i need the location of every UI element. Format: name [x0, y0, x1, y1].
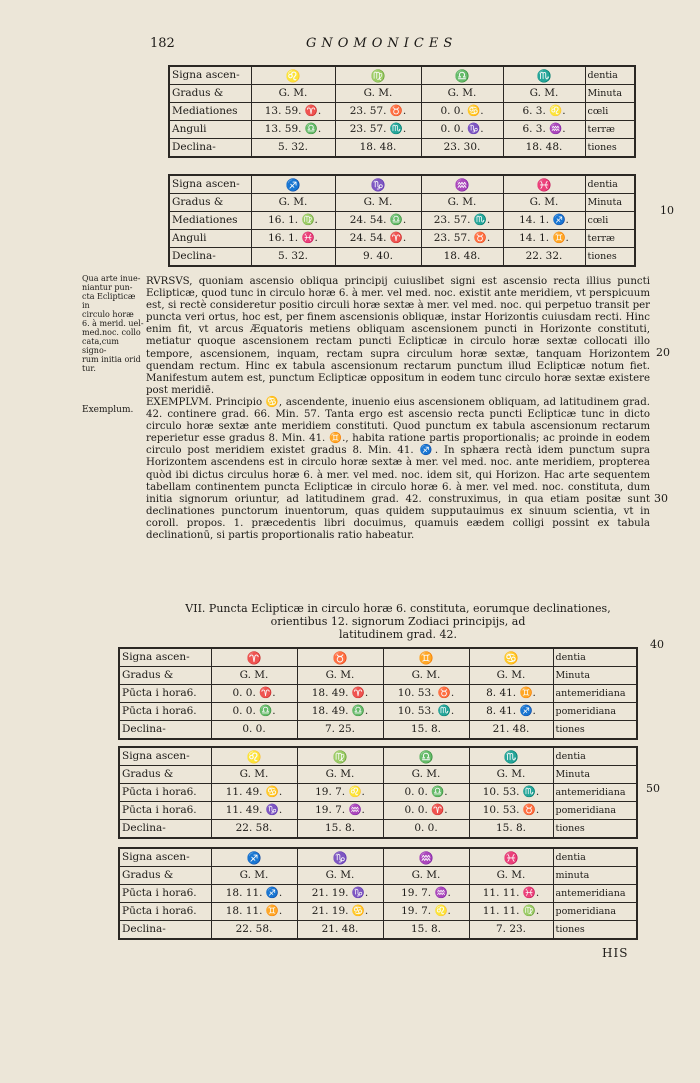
row-label: Signa ascen-: [119, 848, 211, 867]
table-row: [119, 766, 637, 784]
upper-table-block-sagittarius-pisces: [168, 174, 636, 267]
table-cell: 10. 53. ♉.: [469, 802, 553, 820]
row-label: Gradus &: [119, 667, 211, 685]
table-cell: 19. 7. ♒.: [383, 885, 469, 903]
table-cell: G. M.: [297, 867, 383, 885]
row-label-continuation: minuta: [553, 867, 637, 885]
table-cell: G. M.: [469, 867, 553, 885]
table-cell: G. M.: [251, 194, 335, 212]
row-label: Gradus &: [119, 766, 211, 784]
table-cell: 23. 57. ♉.: [421, 230, 503, 248]
row-label-continuation: Minuta: [585, 85, 635, 103]
table-row: [169, 85, 635, 103]
lower-table-block-leo-scorpio: [118, 746, 638, 839]
zodiac-sign-cell: ♐: [251, 175, 335, 194]
table-cell: 0. 0. ♑.: [421, 121, 503, 139]
table-row: [119, 802, 637, 820]
table-cell: G. M.: [421, 85, 503, 103]
table-row: [119, 685, 637, 703]
row-label: Signa ascen-: [169, 175, 251, 194]
table-cell: 24. 54. ♎.: [335, 212, 421, 230]
table-row: [169, 103, 635, 121]
table-row: [119, 885, 637, 903]
table-cell: 16. 1. ♓.: [251, 230, 335, 248]
paragraph-rursus: RVRSVS, quoniam ascensio obliqua principij cuiuslibet signi est ascensio recta illius puncti Eclipticæ, quod tunc in circulo horæ 6. à mer. vel med. noc. existit ante meridiem, vt perspicuum est, si rectè consideretur positio circuli horæ sextæ à mer. vel med. noc. qui perpetuo transit per puncta veri ortus, hoc est, per finem ascensionis obliquæ, instar Horizontis cuiusdam recti. Hinc enim fit, vt arcus Æquatoris metiens obliquam ascensionem puncti in Horizonte constituti, metiatur quoque ascensionem rectam puncti Eclipticæ in circulo horæ sextæ collocati illo tempore, ascensionem, inquam, rectam supra circulum horæ sextæ, tanquam Horizontem quendam rectum. Hinc ex tabula ascensionum rectarum punctum illud Eclipticæ notum fiet. Manifestum autem est, punctum Eclipticæ oppositum in eodem tunc circulo horæ sextæ existere post meridiē.: [146, 276, 650, 396]
table-row: [169, 66, 635, 85]
row-label-continuation: dentia: [585, 175, 635, 194]
table-cell: 18. 49. ♈.: [297, 685, 383, 703]
table-row: [169, 248, 635, 267]
table-cell: 9. 40.: [335, 248, 421, 267]
zodiac-sign-cell: ♑: [297, 848, 383, 867]
section-heading: VII. Puncta Eclipticæ in circulo horæ 6. constituta, eorumque declinationes, orientibus 12. signorum Zodiaci principijs, ad latitudinem grad. 42.: [185, 602, 611, 641]
row-label: Pūcta i hora6.: [119, 703, 211, 721]
table-cell: 10. 53. ♏.: [383, 703, 469, 721]
table-cell: 15. 8.: [383, 721, 469, 740]
table-row: [119, 903, 637, 921]
table-cell: 14. 1. ♊.: [503, 230, 585, 248]
row-label: Pūcta i hora6.: [119, 784, 211, 802]
table-cell: 19. 7. ♌.: [383, 903, 469, 921]
zodiac-sign-cell: ♎: [383, 747, 469, 766]
row-label-continuation: pomeridiana: [553, 703, 637, 721]
row-label: Anguli: [169, 230, 251, 248]
row-label: Signa ascen-: [119, 747, 211, 766]
table-cell: G. M.: [503, 85, 585, 103]
row-label: Pūcta i hora6.: [119, 885, 211, 903]
table-cell: G. M.: [251, 85, 335, 103]
row-label: Signa ascen-: [119, 648, 211, 667]
row-label: Pūcta i hora6.: [119, 903, 211, 921]
table-cell: 18. 49. ♎.: [297, 703, 383, 721]
table-cell: G. M.: [211, 667, 297, 685]
lower-table-block-sagittarius-pisces: [118, 847, 638, 940]
paragraph-exemplum: EXEMPLVM. Principio ♋, ascendente, inuenio eius ascensionem obliquam, ad latitudinem grad. 42. continere grad. 66. Min. 57. Tanta ergo est ascensio recta puncti Eclipticæ tunc in dicto circulo horæ sextæ ante meridiem constituti. Quod punctum ex tabula ascensionum rectarum reperietur esse gradus 8. Min. 41. ♊., habita ratione partis proportionalis; ac proinde in eodem circulo post meridiem existet gradus 8. Min. 41. ♐. In sphæra rectà idem punctum supra Horizontem ascendens est in circulo horæ sextæ à mer. vel med. noc. ante meridiem, propterea quòd ibi dictus circulus horæ 6. à mer. vel med. noc. idem sit, qui Horizon. Hac arte sequentem tabellam continentem puncta Eclipticæ in circulo horæ 6. à mer. vel med. noc. constituta, dum initia signorum oriuntur, ad latitudinem grad. 42. construximus, in qua etiam positæ sunt declinationes punctorum inuentorum, quas quidem supputauimus ex sinuum scientia, vt in coroll. propos. 1. præcedentis libri docuimus, quamuis eædem colligi possint ex tabula declinationū, si partis proportionalis ratio habeatur.: [146, 396, 650, 541]
zodiac-sign-cell: ♏: [469, 747, 553, 766]
zodiac-sign-cell: ♊: [383, 648, 469, 667]
zodiac-sign-cell: ♎: [421, 66, 503, 85]
table-cell: 18. 11. ♐.: [211, 885, 297, 903]
table-row: [169, 230, 635, 248]
table-cell: 16. 1. ♍.: [251, 212, 335, 230]
table-cell: 0. 0. ♈.: [383, 802, 469, 820]
row-label-continuation: tiones: [553, 921, 637, 940]
table-row: [119, 667, 637, 685]
zodiac-sign-cell: ♌: [251, 66, 335, 85]
table-cell: 22. 32.: [503, 248, 585, 267]
row-label-continuation: cœli: [585, 212, 635, 230]
zodiac-sign-cell: ♈: [211, 648, 297, 667]
table-cell: G. M.: [421, 194, 503, 212]
row-label-continuation: pomeridiana: [553, 903, 637, 921]
zodiac-sign-cell: ♓: [469, 848, 553, 867]
table-cell: 23. 57. ♏.: [335, 121, 421, 139]
zodiac-sign-cell: ♋: [469, 648, 553, 667]
table-cell: 5. 32.: [251, 139, 335, 158]
row-label-continuation: tiones: [585, 248, 635, 267]
table-cell: 19. 7. ♒.: [297, 802, 383, 820]
catchword: HIS: [602, 946, 629, 960]
table-cell: G. M.: [469, 766, 553, 784]
running-title: GNOMONICES: [306, 36, 458, 51]
table-cell: 22. 58.: [211, 820, 297, 839]
table-cell: G. M.: [335, 194, 421, 212]
row-label-continuation: dentia: [585, 66, 635, 85]
table-cell: 21. 19. ♑.: [297, 885, 383, 903]
row-label-continuation: cœli: [585, 103, 635, 121]
table-cell: 5. 32.: [251, 248, 335, 267]
row-label: Declina-: [169, 139, 251, 158]
row-label: Mediationes: [169, 103, 251, 121]
margin-line-number-40: 40: [650, 638, 664, 651]
row-label: Gradus &: [119, 867, 211, 885]
upper-table-block-leo-scorpio: [168, 65, 636, 158]
margin-line-number-50: 50: [646, 782, 660, 795]
table-cell: 6. 3. ♌.: [503, 103, 585, 121]
zodiac-sign-cell: ♐: [211, 848, 297, 867]
table-cell: 11. 49. ♋.: [211, 784, 297, 802]
table-cell: 13. 59. ♎.: [251, 121, 335, 139]
table-cell: 8. 41. ♊.: [469, 685, 553, 703]
table-row: [169, 121, 635, 139]
row-label-continuation: antemeridiana: [553, 885, 637, 903]
row-label: Pūcta i hora6.: [119, 685, 211, 703]
table-cell: 18. 11. ♊.: [211, 903, 297, 921]
table-cell: G. M.: [469, 667, 553, 685]
table-cell: 0. 0. ♋.: [421, 103, 503, 121]
zodiac-sign-cell: ♒: [383, 848, 469, 867]
table-cell: 18. 48.: [421, 248, 503, 267]
row-label: Declina-: [169, 248, 251, 267]
row-label: Declina-: [119, 820, 211, 839]
table-cell: 23. 30.: [421, 139, 503, 158]
table-cell: 21. 48.: [297, 921, 383, 940]
row-label-continuation: tiones: [553, 820, 637, 839]
table-cell: 10. 53. ♉.: [383, 685, 469, 703]
row-label: Anguli: [169, 121, 251, 139]
table-row: [169, 194, 635, 212]
table-cell: 8. 41. ♐.: [469, 703, 553, 721]
table-cell: 15. 8.: [297, 820, 383, 839]
row-label: Mediationes: [169, 212, 251, 230]
table-cell: 0. 0. ♎.: [211, 703, 297, 721]
table-row: [119, 820, 637, 839]
table-cell: G. M.: [211, 867, 297, 885]
zodiac-sign-cell: ♒: [421, 175, 503, 194]
zodiac-sign-cell: ♌: [211, 747, 297, 766]
table-cell: 0. 0. ♈.: [211, 685, 297, 703]
row-label: Declina-: [119, 921, 211, 940]
margin-line-number-20: 20: [656, 346, 670, 359]
row-label-continuation: Minuta: [585, 194, 635, 212]
row-label-continuation: dentia: [553, 648, 637, 667]
table-cell: 21. 48.: [469, 721, 553, 740]
table-row: [119, 921, 637, 940]
marginal-note-exemplum: Exemplum.: [82, 405, 134, 415]
table-cell: 15. 8.: [383, 921, 469, 940]
table-cell: 23. 57. ♏.: [421, 212, 503, 230]
page-header: [146, 36, 666, 56]
margin-line-number-30: 30: [654, 492, 668, 505]
table-row: [119, 648, 637, 667]
table-cell: G. M.: [211, 766, 297, 784]
table-row: [119, 721, 637, 740]
table-cell: 15. 8.: [469, 820, 553, 839]
table-cell: 18. 48.: [335, 139, 421, 158]
table-cell: G. M.: [383, 867, 469, 885]
table-row: [169, 139, 635, 158]
row-label-continuation: antemeridiana: [553, 685, 637, 703]
table-cell: 21. 19. ♋.: [297, 903, 383, 921]
table-row: [119, 703, 637, 721]
table-cell: 0. 0. ♎.: [383, 784, 469, 802]
table-cell: 13. 59. ♈.: [251, 103, 335, 121]
marginal-note-method: Qua arte inue- niantur pun- cta Eclipticæ in circulo horæ 6. à merid. uel- med.noc. collo cata,cum signo- rum initia orid tur.: [82, 274, 144, 373]
table-cell: 23. 57. ♉.: [335, 103, 421, 121]
table-cell: 18. 48.: [503, 139, 585, 158]
table-cell: G. M.: [383, 766, 469, 784]
row-label-continuation: Minuta: [553, 766, 637, 784]
table-row: [119, 848, 637, 867]
table-cell: 19. 7. ♌.: [297, 784, 383, 802]
table-cell: 14. 1. ♐.: [503, 212, 585, 230]
table-cell: G. M.: [335, 85, 421, 103]
body-text: [146, 276, 650, 542]
table-cell: 24. 54. ♈.: [335, 230, 421, 248]
table-cell: 11. 49. ♑.: [211, 802, 297, 820]
row-label: Pūcta i hora6.: [119, 802, 211, 820]
row-label-continuation: dentia: [553, 747, 637, 766]
table-cell: G. M.: [297, 766, 383, 784]
zodiac-sign-cell: ♓: [503, 175, 585, 194]
row-label-continuation: dentia: [553, 848, 637, 867]
row-label: Signa ascen-: [169, 66, 251, 85]
page-number: 182: [150, 36, 175, 51]
row-label: Gradus &: [169, 85, 251, 103]
row-label: Declina-: [119, 721, 211, 740]
table-cell: 22. 58.: [211, 921, 297, 940]
table-cell: G. M.: [297, 667, 383, 685]
row-label-continuation: tiones: [585, 139, 635, 158]
row-label-continuation: antemeridiana: [553, 784, 637, 802]
margin-line-number-10: 10: [660, 204, 674, 217]
table-cell: 6. 3. ♒.: [503, 121, 585, 139]
table-cell: G. M.: [383, 667, 469, 685]
row-label-continuation: pomeridiana: [553, 802, 637, 820]
zodiac-sign-cell: ♏: [503, 66, 585, 85]
zodiac-sign-cell: ♍: [297, 747, 383, 766]
row-label-continuation: tiones: [553, 721, 637, 740]
zodiac-sign-cell: ♉: [297, 648, 383, 667]
table-cell: 11. 11. ♍.: [469, 903, 553, 921]
table-cell: 0. 0.: [383, 820, 469, 839]
table-row: [119, 747, 637, 766]
table-row: [119, 784, 637, 802]
zodiac-sign-cell: ♍: [335, 66, 421, 85]
zodiac-sign-cell: ♑: [335, 175, 421, 194]
row-label: Gradus &: [169, 194, 251, 212]
lower-table-block-aries-cancer: [118, 647, 638, 740]
table-row: [169, 175, 635, 194]
row-label-continuation: terræ: [585, 230, 635, 248]
row-label-continuation: Minuta: [553, 667, 637, 685]
table-cell: 10. 53. ♏.: [469, 784, 553, 802]
table-cell: 7. 25.: [297, 721, 383, 740]
table-cell: 7. 23.: [469, 921, 553, 940]
table-cell: 11. 11. ♓.: [469, 885, 553, 903]
table-row: [169, 212, 635, 230]
row-label-continuation: terræ: [585, 121, 635, 139]
table-cell: G. M.: [503, 194, 585, 212]
table-row: [119, 867, 637, 885]
table-cell: 0. 0.: [211, 721, 297, 740]
